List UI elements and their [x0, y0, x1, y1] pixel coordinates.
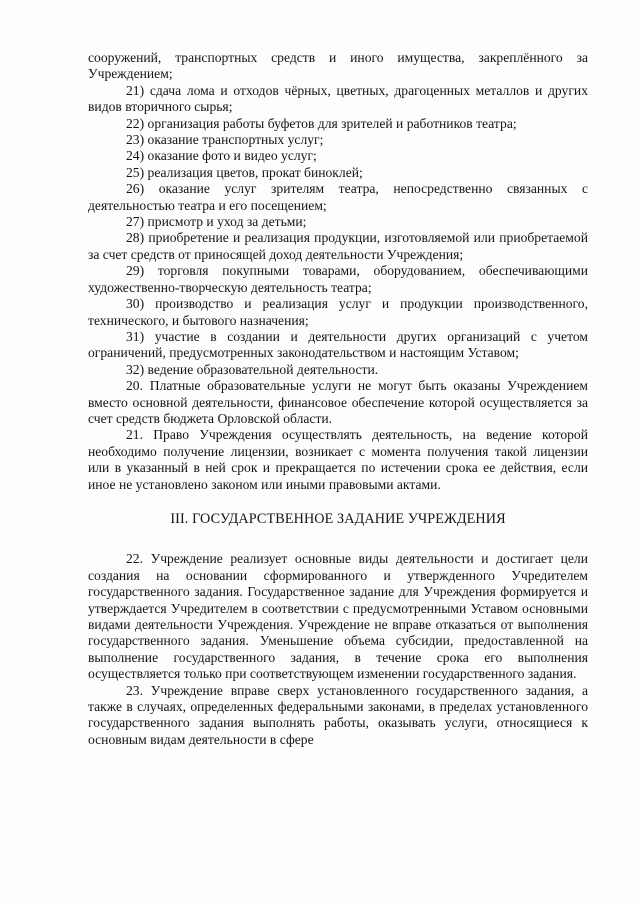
list-item-30: 30) производство и реализация услуг и продукции производственного, технического, и бытового назначения;: [88, 296, 588, 328]
list-item-24: 24) оказание фото и видео услуг;: [126, 148, 317, 164]
list-item-25: 25) реализация цветов, прокат биноклей;: [126, 164, 363, 180]
clause-23: 23. Учреждение вправе сверх установленного государственного задания, а также в случаях, определенных федеральными законами, в пределах установленного государственного задания выполнять работы, оказывать услуги, относящиеся к основным видам деятельности в сфере: [88, 682, 588, 747]
list-item-31: 31) участие в создании и деятельности других организаций с учетом ограничений, предусмотренных законодательством и настоящим Уставом;: [88, 328, 588, 361]
list-item-22: 22) организация работы буфетов для зрителей и работников театра;: [126, 115, 517, 131]
list-item-28: 28) приобретение и реализация продукции, изготовляемой или приобретаемой за счет средств от приносящей доход деятельности Учреждения;: [88, 230, 588, 262]
clause-21: 21. Право Учреждения осуществлять деятельность, на ведение которой необходимо получение лицензии, возникает с момента получения такой лицензии или в указанный в ней срок и прекращается по истечении срока ее действия, если иное не установлено законом или иными правовыми актами.: [88, 427, 588, 492]
clause-20: 20. Платные образовательные услуги не могут быть оказаны Учреждением вместо основной деятельности, финансовое обеспечение которой осуществляется за счет средств бюджета Орловской области.: [88, 378, 588, 426]
list-item-21: 21) сдача лома и отходов чёрных, цветных, драгоценных металлов и других видов вторичного сырья;: [88, 82, 588, 115]
list-item-23: 23) оказание транспортных услуг;: [126, 132, 324, 148]
list-item-32: 32) ведение образовательной деятельности.: [126, 361, 379, 377]
clause-22: 22. Учреждение реализует основные виды деятельности и достигает цели создания на основании сформированного и утвержденного Учредителем государственного задания. Государственное задание для Учреждения формируется и утверждается Учредителем в соответствии с предусмотренными Уставом основными видами деятельности Учреждения. Учреждение не вправе отказаться от выполнения государственного задания. Уменьшение объема субсидии, предоставленной на выполнение государственного задания, в течение срока его выполнения осуществляется только при соответствующем изменении государственного задания.: [88, 551, 588, 682]
section-heading: III. ГОСУДАРСТВЕННОЕ ЗАДАНИЕ УЧРЕЖДЕНИЯ: [170, 510, 506, 527]
list-item-26: 26) оказание услуг зрителям театра, непосредственно связанных с деятельностью театра и его посещением;: [88, 181, 588, 213]
list-item-29: 29) торговля покупными товарами, оборудованием, обеспечивающими художественно-творческую деятельность театра;: [88, 263, 588, 295]
paragraph-continuation: сооружений, транспортных средств и иного имущества, закреплённого за Учреждением;: [88, 50, 588, 82]
list-item-27: 27) присмотр и уход за детьми;: [126, 214, 307, 230]
document-body: [88, 50, 588, 748]
